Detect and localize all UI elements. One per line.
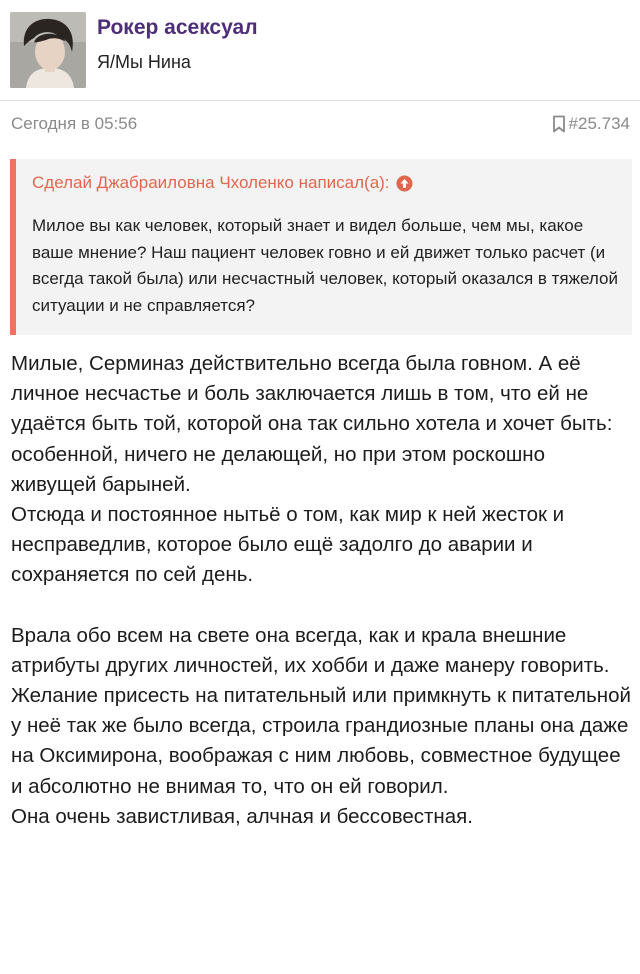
user-avatar-icon: [10, 12, 86, 88]
arrow-up-circle-icon[interactable]: [396, 175, 413, 192]
post-paragraph: Врала обо всем на свете она всегда, как и крала внешние атрибуты других личностей, их хобби и даже манеру говорить.: [11, 623, 610, 677]
post-date[interactable]: Сегодня в 05:56: [11, 114, 138, 133]
author-title: Я/Мы Нина: [97, 52, 191, 72]
post-paragraph: Отсюда и постоянное нытьё о том, как мир к ней жесток и несправедлив, которое было ещё задолго до аварии и сохраняется по сей день.: [11, 503, 565, 587]
post-paragraph: Она очень завистливая, алчная и бессовестная.: [11, 804, 473, 828]
paragraph-gap: [11, 591, 632, 621]
post-body: [11, 349, 632, 832]
author-name[interactable]: Рокер асексуал: [97, 16, 258, 39]
bookmark-icon: [552, 115, 566, 133]
post-paragraph: Милые, Серминаз действительно всегда была говном. А её личное несчастье и боль заключается лишь в том, что ей не удаётся быть той, которой она так сильно хотела и хочет быть: особенной, ничего не делающей, но при этом роскошно живущей барыней.: [11, 352, 613, 496]
post-number: #25.734: [568, 114, 630, 133]
quote-author: Сделай Джабраиловна Чхоленко написал(а):: [32, 173, 390, 192]
quote-header: [32, 173, 618, 193]
post-author-header: [0, 0, 640, 101]
post-paragraph: Желание присесть на питательный или примкнуть к питательной у неё так же было всегда, строила грандиозные планы она даже на Оксимирона, воображая с ним любовь, совместное будущее и абсолютно не внимая то, что он ей говорил.: [11, 684, 631, 798]
quote-text: Милое вы как человек, который знает и видел больше, чем мы, какое ваше мнение? Наш пациент человек говно и ей движет только расчет (и всегда такой была) или несчастный человек, который оказался в тяжелой ситуации и не справляется?: [32, 216, 618, 315]
avatar[interactable]: [10, 12, 86, 88]
post-number-link[interactable]: [552, 114, 630, 134]
quote-block: [10, 159, 632, 335]
post-meta: [0, 101, 640, 147]
